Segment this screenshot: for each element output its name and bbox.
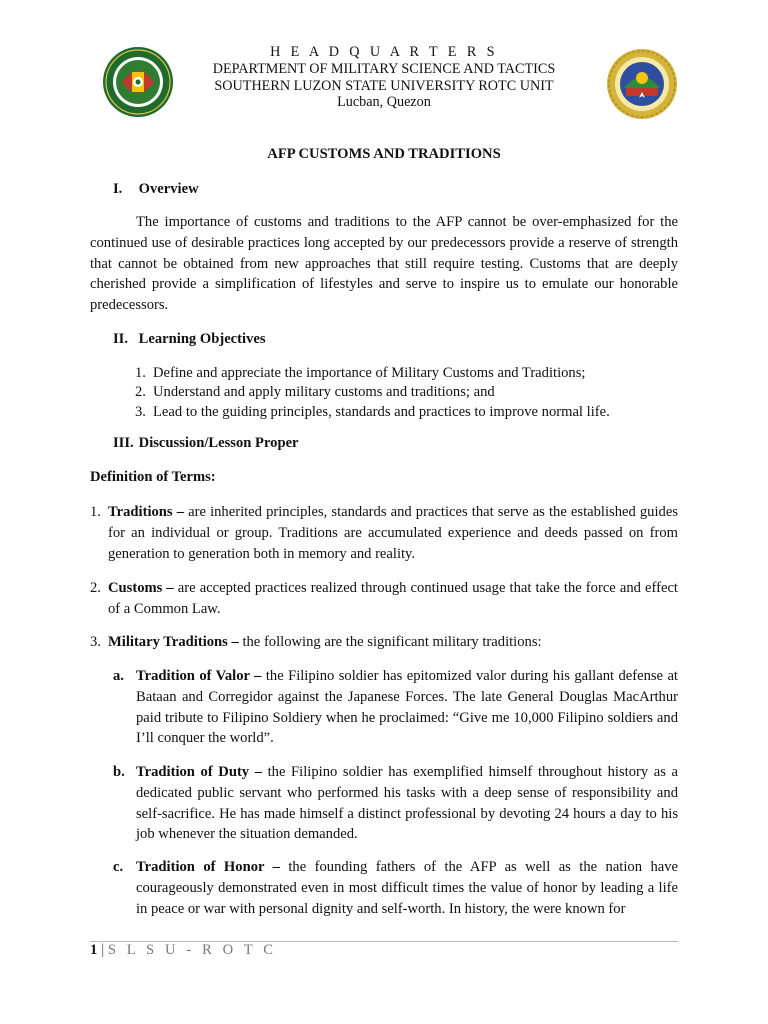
- tradition-of-honor: [113, 857, 678, 919]
- list-item-number: 1.: [135, 365, 146, 381]
- objectives-list: [135, 364, 680, 422]
- page-number: 1: [90, 942, 98, 958]
- letterhead-line-university: SOUTHERN LUZON STATE UNIVERSITY ROTC UNIT: [214, 77, 554, 94]
- letterhead-line-department: DEPARTMENT OF MILITARY SCIENCE AND TACTICS: [212, 60, 556, 77]
- sub-item-letter: c.: [113, 859, 124, 875]
- definition-item-customs: [90, 578, 678, 620]
- sub-item-text: the founding fathers of the AFP as well as the nation have courageously demonstrated even in most difficult times the value of honor by leading a life in peace or war with personal dignity and self-worth. In history, the were known for: [136, 859, 678, 917]
- letterhead-line-location: Lucban, Quezon: [337, 94, 431, 111]
- list-item-text: Understand and apply military customs and traditions; and: [153, 384, 495, 401]
- list-item: [135, 383, 680, 402]
- list-item-number: 3.: [135, 403, 146, 420]
- overview-paragraph: [90, 212, 678, 316]
- item-term: Customs –: [108, 580, 174, 596]
- sub-item-letter: b.: [113, 764, 125, 780]
- item-text: are inherited principles, standards and practices that serve as the established guides for an individual or group. Traditions are accumulated experience and deeds passed on from generation to generation both in memory and reality.: [108, 504, 678, 562]
- footer-separator: |: [100, 942, 105, 958]
- section-heading-discussion: [113, 435, 299, 452]
- sub-item-letter: a.: [113, 668, 124, 684]
- item-number: 2.: [90, 580, 101, 596]
- list-item: [135, 364, 680, 383]
- overview-text: The importance of customs and traditions to the AFP cannot be over-emphasized for the continued use of desirable practices long accepted by our predecessors provide a reserve of strength that cannot be obtained from new approaches that still require testing. Customs that are deeply cherished provide a simplification of lifestyles and serve to inspire us to emulate our honorable predecessors.: [90, 214, 678, 314]
- item-number: 3.: [90, 634, 101, 650]
- sub-item-text: the Filipino soldier has exemplified himself throughout history as a dedicated public servant who performed his tasks with a deep sense of responsibility and self-sacrifice. He has made himself a distinct professional by devoting 24 hours a day to his job whenever the situation demanded.: [136, 764, 678, 843]
- definition-of-terms-heading: Definition of Terms:: [90, 469, 216, 485]
- sub-item-term: Tradition of Valor –: [136, 668, 262, 684]
- section-title: Overview: [138, 181, 199, 197]
- sub-item-text: the Filipino soldier has epitomized valor during his gallant defense at Bataan and Corregidor against the Japanese Forces. The late General Douglas MacArthur paid tribute to Filipino Soldiery when he proclaimed: “Give me 10,000 Filipino soldiers and I’ll conquer the world”.: [136, 668, 678, 747]
- list-item-text: Define and appreciate the importance of Military Customs and Traditions;: [153, 365, 586, 381]
- definition-item-traditions: [90, 502, 678, 564]
- tradition-of-valor: [113, 666, 678, 749]
- section-title: Discussion/Lesson Proper: [138, 435, 299, 451]
- item-text: are accepted practices realized through continued usage that take the force and effect of a Common Law.: [108, 580, 678, 617]
- footer-label: S L S U - R O T C: [107, 942, 277, 958]
- section-heading-objectives: [113, 331, 266, 348]
- list-item-text: Lead to the guiding principles, standards and practices to improve normal life.: [153, 403, 610, 420]
- item-number: 1.: [90, 504, 101, 520]
- letterhead-line-headquarters: H E A D Q U A R T E R S: [270, 44, 498, 60]
- page-footer: [90, 942, 277, 959]
- letterhead: [150, 44, 618, 111]
- list-item: [135, 403, 680, 422]
- tradition-of-duty: [113, 762, 678, 845]
- section-number: III.: [113, 435, 134, 451]
- document-title: AFP CUSTOMS AND TRADITIONS: [267, 146, 501, 162]
- item-term: Military Traditions –: [108, 634, 239, 650]
- list-item-number: 2.: [135, 384, 146, 401]
- section-number: II.: [113, 331, 129, 347]
- item-term: Traditions –: [108, 504, 185, 520]
- section-title: Learning Objectives: [138, 331, 266, 347]
- section-number: I.: [113, 181, 123, 197]
- section-heading-overview: [113, 181, 199, 198]
- sub-item-term: Tradition of Duty –: [136, 764, 263, 780]
- definition-item-military-traditions: [90, 632, 678, 653]
- item-text: the following are the significant military traditions:: [238, 634, 542, 650]
- sub-item-term: Tradition of Honor –: [136, 859, 280, 875]
